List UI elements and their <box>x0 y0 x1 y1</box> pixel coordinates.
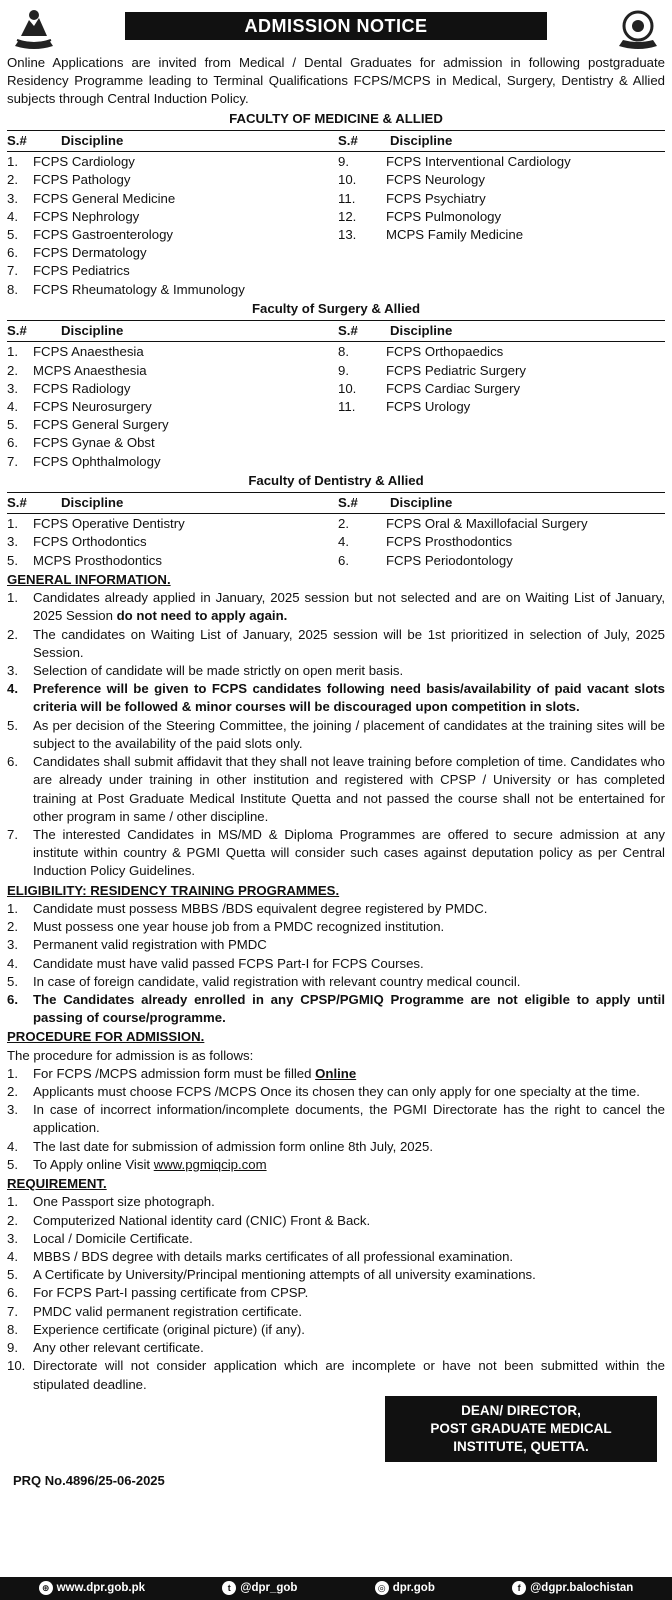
item-number: 1. <box>7 1194 18 1210</box>
discipline-name: FCPS Dermatology <box>33 245 147 261</box>
social-item[interactable] <box>222 1581 297 1597</box>
discipline-number: 1. <box>7 154 18 170</box>
sno-header: S.# <box>7 323 27 339</box>
discipline-number: 3. <box>7 190 18 206</box>
discipline-row <box>7 171 336 189</box>
social-handle[interactable]: www.dpr.gob.pk <box>56 1581 145 1594</box>
requirement-item-text: PMDC valid permanent registration certificate. <box>33 1303 302 1319</box>
discipline-name: FCPS Ophthalmology <box>33 453 161 469</box>
discipline-number: 7. <box>7 453 18 469</box>
notice-header <box>7 4 665 56</box>
item-number: 2. <box>7 1212 18 1228</box>
eligibility-heading: ELIGIBILITY: RESIDENCY TRAINING PROGRAMMES. <box>7 882 340 898</box>
procedure-item-text: For FCPS /MCPS admission form must be filled <box>33 1065 316 1081</box>
table-header-col <box>336 132 665 150</box>
discipline-column <box>336 153 665 299</box>
general-item: 1. Candidates already applied in January, 2025 session but not selected and are on Waiting List of January, 2025 Session do not need to apply again. <box>7 590 665 624</box>
discipline-number: 4. <box>7 208 18 224</box>
requirement-list <box>7 1193 665 1393</box>
general-item: 5. As per decision of the Steering Committee, the joining / placement of candidates at the training sites will be subject to the availability of the paid slots only. <box>7 717 665 753</box>
discipline-name: MCPS Anaesthesia <box>33 362 147 378</box>
procedure-item: 4. The last date for submission of admission form online 8th July, 2025. <box>7 1138 665 1156</box>
discipline-number: 4. <box>7 398 18 414</box>
globe-icon: ⊕ <box>39 1581 53 1595</box>
signature-line: DEAN/ DIRECTOR, <box>461 1402 581 1418</box>
discipline-header: Discipline <box>61 495 124 511</box>
discipline-row <box>7 533 336 551</box>
table-header-row <box>7 131 665 152</box>
requirement-item-text: Computerized National identity card (CNIC) Front & Back. <box>33 1212 371 1228</box>
discipline-column <box>7 153 336 299</box>
faculty-title: Faculty of Dentistry & Allied <box>248 472 424 488</box>
item-number: 9. <box>7 1340 18 1356</box>
discipline-row <box>336 362 665 380</box>
discipline-number: 3. <box>7 380 18 396</box>
requirement-item <box>7 1303 665 1321</box>
discipline-row <box>7 262 336 280</box>
item-number: 5. <box>7 973 18 989</box>
discipline-name: FCPS Rheumatology & Immunology <box>33 281 245 297</box>
eligibility-item-text: Must possess one year house job from a PMDC recognized institution. <box>33 919 445 935</box>
requirement-item-text: Any other relevant certificate. <box>33 1340 204 1356</box>
eligibility-item <box>7 973 665 991</box>
general-item-text: Candidates shall submit affidavit that they shall not leave training before completion of time. Candidates who are already under training in other institution and registered with CPSP / University or has completed training at Post Graduate Medical Institute Quetta and not passed the course shall not be entertained for other program in same / other discipline. <box>33 754 665 824</box>
procedure-lead: The procedure for admission is as follows: <box>7 1047 254 1063</box>
social-handle[interactable]: dpr.gob <box>392 1581 435 1594</box>
procedure-item: 5. To Apply online Visit www.pgmiqcip.com <box>7 1156 267 1172</box>
pgmi-logo-icon <box>613 6 663 52</box>
discipline-name: FCPS Nephrology <box>33 208 140 224</box>
discipline-name: FCPS Operative Dentistry <box>33 516 185 532</box>
eligibility-list <box>7 900 665 991</box>
discipline-row <box>7 153 336 171</box>
discipline-name: MCPS Prosthodontics <box>33 552 162 568</box>
discipline-row <box>336 533 665 551</box>
discipline-name: FCPS Orthodontics <box>33 534 147 550</box>
discipline-number: 11. <box>338 398 356 414</box>
social-handle[interactable]: @dpr_gob <box>240 1581 298 1594</box>
eligibility-item-text: Candidate must have valid passed FCPS Part-I for FCPS Courses. <box>33 955 424 971</box>
social-item[interactable] <box>375 1581 435 1597</box>
procedure-item: 3. In case of incorrect information/incomplete documents, the PGMI Directorate has the right to cancel the application. <box>7 1101 665 1137</box>
eligibility-item <box>7 918 665 936</box>
discipline-name: FCPS Pathology <box>33 172 131 188</box>
requirement-item <box>7 1193 665 1211</box>
general-item-text: As per decision of the Steering Committee, the joining / placement of candidates at the training sites will be subject to the availability of the paid slots only. <box>33 717 665 751</box>
notice-footer <box>7 1400 665 1490</box>
item-number: 7. <box>7 1303 18 1319</box>
online-emphasis: Online <box>315 1065 357 1081</box>
eligibility-item-text: The Candidates already enrolled in any CPSP/PGMIQ Programme are not eligible to apply until passing of course/programme. <box>33 991 665 1026</box>
discipline-row <box>336 190 665 208</box>
general-item: 2. The candidates on Waiting List of January, 2025 session will be 1st prioritized in selection of July, 2025 Session. <box>7 626 665 662</box>
item-number: 10. <box>7 1358 26 1374</box>
discipline-name: FCPS Gynae & Obst <box>33 435 155 451</box>
requirement-heading: REQUIREMENT. <box>7 1176 107 1192</box>
procedure-item: 1. For FCPS /MCPS admission form must be filled Online <box>7 1065 357 1081</box>
discipline-name: FCPS Cardiac Surgery <box>386 380 521 396</box>
discipline-number: 13. <box>338 226 357 242</box>
general-item-text: Candidates already applied in January, 2025 session but not selected and are on Waiting List of January, 2025 Session <box>33 590 665 624</box>
discipline-number: 5. <box>7 226 18 242</box>
discipline-name: FCPS Prosthodontics <box>386 534 513 550</box>
signature-line: POST GRADUATE MEDICAL <box>430 1420 612 1436</box>
general-item: 4. Preference will be given to FCPS candidates following need basis/availability of paid vacant slots criteria will be followed & minor courses will be discouraged upon competition in slots. <box>7 680 665 716</box>
faculty-title: FACULTY OF MEDICINE & ALLIED <box>229 110 443 126</box>
table-header-col <box>7 132 336 150</box>
general-item-text: Preference will be given to FCPS candidates following need basis/availability of paid vacant slots criteria will be followed & minor courses will be discouraged upon competition in slots. <box>33 681 665 715</box>
table-header-col <box>336 322 665 340</box>
eligibility-item <box>7 955 665 973</box>
discipline-name: FCPS General Medicine <box>33 190 176 206</box>
discipline-number: 1. <box>7 344 18 360</box>
discipline-name: FCPS Cardiology <box>33 154 135 170</box>
instagram-icon: ◎ <box>375 1581 389 1595</box>
requirement-item <box>7 1339 665 1357</box>
discipline-name: FCPS Psychiatry <box>386 190 486 206</box>
discipline-row <box>7 281 336 299</box>
discipline-row <box>336 380 665 398</box>
general-info-heading: GENERAL INFORMATION. <box>7 571 171 587</box>
procedure-item-text: In case of incorrect information/incomplete documents, the PGMI Directorate has the right to cancel the application. <box>33 1102 665 1136</box>
discipline-row <box>336 208 665 226</box>
discipline-name: FCPS Radiology <box>33 380 131 396</box>
discipline-number: 1. <box>7 516 18 532</box>
requirement-item <box>7 1284 665 1302</box>
discipline-number: 9. <box>338 362 349 378</box>
table-header-col <box>336 494 665 512</box>
discipline-row <box>7 453 336 471</box>
requirement-item-text: Experience certificate (original picture) (if any). <box>33 1321 305 1337</box>
discipline-name: FCPS Orthopaedics <box>386 344 504 360</box>
discipline-row <box>7 398 336 416</box>
discipline-row <box>7 208 336 226</box>
discipline-name: FCPS Interventional Cardiology <box>386 154 571 170</box>
discipline-number: 10. <box>338 172 357 188</box>
discipline-number: 2. <box>7 362 18 378</box>
item-number: 8. <box>7 1321 18 1337</box>
discipline-number: 11. <box>338 190 356 206</box>
general-item-text: Selection of candidate will be made strictly on open merit basis. <box>33 663 404 678</box>
eligibility-item-text: In case of foreign candidate, valid registration with relevant country medical council. <box>33 973 521 989</box>
general-item-text: The candidates on Waiting List of January, 2025 session will be 1st prioritized in selection of July, 2025 Session. <box>33 626 665 660</box>
discipline-row <box>7 226 336 244</box>
discipline-number: 5. <box>7 552 18 568</box>
balochistan-govt-logo-icon <box>9 6 59 52</box>
discipline-row <box>7 190 336 208</box>
discipline-name: FCPS Pediatric Surgery <box>386 362 526 378</box>
discipline-row <box>7 416 336 434</box>
discipline-number: 5. <box>7 417 18 433</box>
discipline-row <box>7 552 336 570</box>
social-item[interactable] <box>39 1581 145 1597</box>
discipline-row <box>336 171 665 189</box>
eligibility-item-text: Permanent valid registration with PMDC <box>33 937 267 953</box>
intro-paragraph: Online Applications are invited from Medical / Dental Graduates for admission in following postgraduate Residency Programme leading to Terminal Qualifications FCPS/MCPS in Medical, Surgery, Dentistry & Allied subjects through Central Induction Policy. <box>7 55 665 107</box>
sno-header: S.# <box>338 495 358 511</box>
discipline-header: Discipline <box>390 495 453 511</box>
discipline-name: FCPS Anaesthesia <box>33 344 144 360</box>
item-number: 1. <box>7 900 18 916</box>
requirement-item-text: A Certificate by University/Principal mentioning attempts of all university examinations. <box>33 1267 536 1283</box>
discipline-number: 4. <box>338 534 349 550</box>
requirement-item <box>7 1266 665 1284</box>
discipline-header: Discipline <box>61 323 124 339</box>
sno-header: S.# <box>7 495 27 511</box>
sno-header: S.# <box>338 132 358 148</box>
faculty-table <box>7 320 665 471</box>
discipline-row <box>336 515 665 533</box>
requirement-item <box>7 1357 665 1393</box>
table-header-row <box>7 493 665 514</box>
faculty-title: Faculty of Surgery & Allied <box>251 300 421 316</box>
signature-block <box>385 1396 657 1463</box>
procedure-item: 2. Applicants must choose FCPS /MCPS Once its chosen they can only apply for one specialty at the time. <box>7 1083 665 1101</box>
item-number: 6. <box>7 1285 18 1301</box>
procedure-item-text: To Apply online Visit <box>33 1156 154 1172</box>
discipline-number: 8. <box>7 281 18 297</box>
sno-header: S.# <box>7 132 27 148</box>
table-body <box>7 514 665 570</box>
table-header-col <box>7 494 336 512</box>
table-body <box>7 342 665 471</box>
discipline-header: Discipline <box>390 132 453 148</box>
discipline-number: 10. <box>338 380 357 396</box>
discipline-column <box>7 515 336 570</box>
discipline-row <box>336 153 665 171</box>
discipline-name: FCPS Gastroenterology <box>33 226 173 242</box>
requirement-item-text: MBBS / BDS degree with details marks certificates of all professional examination. <box>33 1249 514 1264</box>
discipline-name: FCPS Pulmonology <box>386 208 502 224</box>
table-header-col <box>7 322 336 340</box>
item-number: 4. <box>7 1249 18 1264</box>
discipline-header: Discipline <box>61 132 124 148</box>
twitter-icon: t <box>222 1581 236 1595</box>
discipline-name: FCPS Oral & Maxillofacial Surgery <box>386 516 588 532</box>
general-item: 6. Candidates shall submit affidavit that they shall not leave training before completion of time. Candidates who are already under training in other institution and registered with CPSP / University or has completed training at Post Graduate Medical Institute Quetta and not passed the course shall not be entertained for other program in same / other discipline. <box>7 753 665 826</box>
social-item[interactable] <box>512 1581 633 1597</box>
requirement-item-text: Directorate will not consider application which are incomplete or have not been submitted within the stipulated deadline. <box>33 1358 665 1392</box>
discipline-row <box>7 244 336 262</box>
general-item: 3. Selection of candidate will be made strictly on open merit basis. <box>7 662 665 680</box>
item-number: 4. <box>7 955 18 971</box>
discipline-number: 6. <box>7 245 18 261</box>
discipline-number: 6. <box>7 435 18 451</box>
procedure-heading: PROCEDURE FOR ADMISSION. <box>7 1029 205 1045</box>
website-link[interactable]: www.pgmiqcip.com <box>153 1156 267 1172</box>
discipline-number: 3. <box>7 534 18 550</box>
item-number: 5. <box>7 1267 18 1283</box>
discipline-number: 2. <box>7 172 18 188</box>
prq-number: PRQ No.4896/25-06-2025 <box>13 1472 165 1488</box>
discipline-column <box>336 515 665 570</box>
discipline-number: 12. <box>338 208 357 224</box>
facebook-icon: f <box>512 1581 526 1595</box>
discipline-row <box>7 380 336 398</box>
requirement-item-text: For FCPS Part-I passing certificate from CPSP. <box>33 1285 309 1301</box>
discipline-name: FCPS Neurosurgery <box>33 398 152 414</box>
table-body <box>7 152 665 299</box>
discipline-number: 6. <box>338 552 349 568</box>
general-item: 7. The interested Candidates in MS/MD & Diploma Programmes are offered to secure admission at any institute within country & PGMI Quetta will consider such cases against deputation policy as per Central Induction Policy Guidelines. <box>7 826 665 881</box>
table-header-row <box>7 321 665 342</box>
discipline-row <box>336 343 665 361</box>
discipline-number: 2. <box>338 516 349 532</box>
discipline-row <box>7 434 336 452</box>
social-handle[interactable]: @dgpr.balochistan <box>530 1581 634 1594</box>
discipline-row <box>7 515 336 533</box>
discipline-column <box>336 343 665 471</box>
signature-line: INSTITUTE, QUETTA. <box>453 1439 589 1455</box>
faculty-table <box>7 130 665 299</box>
procedure-item-text: The last date for submission of admission form online 8th July, 2025. <box>33 1138 433 1154</box>
faculty-tables <box>7 110 665 570</box>
discipline-name: FCPS Urology <box>386 398 471 414</box>
discipline-row <box>7 362 336 380</box>
faculty-table <box>7 492 665 570</box>
discipline-name: FCPS Periodontology <box>386 552 513 568</box>
notice-title: ADMISSION NOTICE <box>125 12 547 40</box>
eligibility-item: 6. The Candidates already enrolled in any CPSP/PGMIQ Programme are not eligible to apply until passing of course/programme. <box>7 991 665 1027</box>
procedure-item-text: Applicants must choose FCPS /MCPS Once its chosen they can only apply for one specialty at the time. <box>33 1084 640 1100</box>
discipline-name: FCPS Neurology <box>386 172 485 188</box>
item-number: 3. <box>7 937 18 953</box>
requirement-item <box>7 1248 665 1266</box>
discipline-row <box>336 552 665 570</box>
requirement-item <box>7 1212 665 1230</box>
item-number: 3. <box>7 1230 18 1246</box>
requirement-item-text: Local / Domicile Certificate. <box>33 1230 193 1246</box>
discipline-number: 8. <box>338 344 349 360</box>
requirement-item <box>7 1230 665 1248</box>
eligibility-item-text: Candidate must possess MBBS /BDS equivalent degree registered by PMDC. <box>33 900 488 916</box>
discipline-column <box>7 343 336 471</box>
discipline-number: 9. <box>338 154 349 170</box>
discipline-name: FCPS General Surgery <box>33 417 169 433</box>
eligibility-item <box>7 936 665 954</box>
social-footer-bar <box>0 1577 672 1600</box>
discipline-header: Discipline <box>390 323 453 339</box>
discipline-row <box>336 398 665 416</box>
discipline-name: FCPS Pediatrics <box>33 263 130 279</box>
requirement-item-text: One Passport size photograph. <box>33 1194 215 1210</box>
general-item-emphasis: do not need to apply again. <box>116 608 288 624</box>
requirement-item <box>7 1321 665 1339</box>
discipline-row <box>7 343 336 361</box>
item-number: 2. <box>7 919 18 935</box>
discipline-name: MCPS Family Medicine <box>386 226 524 242</box>
general-item-text: The interested Candidates in MS/MD & Diploma Programmes are offered to secure admission at any institute within country & PGMI Quetta will consider such cases against deputation policy as per Central Induction Policy Guidelines. <box>33 826 665 879</box>
discipline-number: 7. <box>7 263 18 279</box>
discipline-row <box>336 226 665 244</box>
eligibility-item <box>7 900 665 918</box>
sno-header: S.# <box>338 323 358 339</box>
